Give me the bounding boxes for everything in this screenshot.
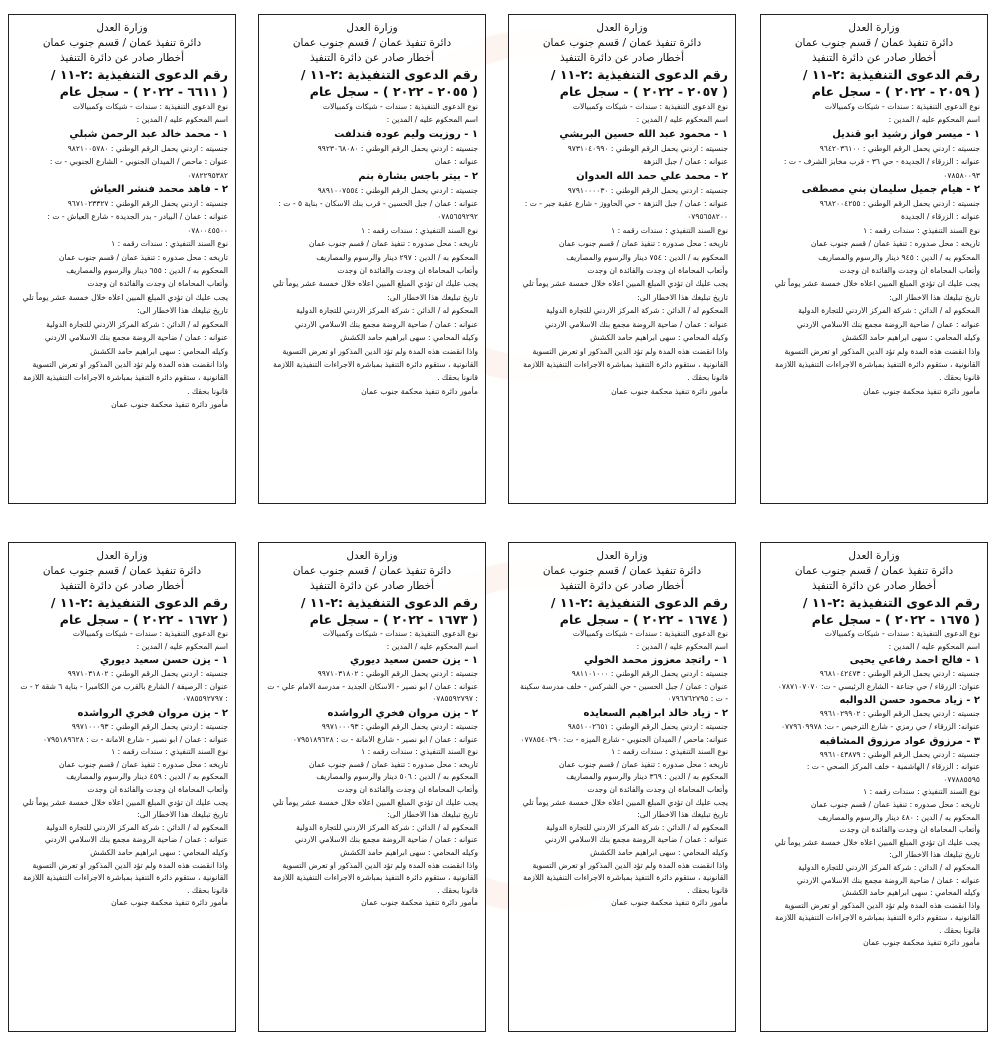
debtor-id [266, 668, 478, 681]
issued-by: أخطار صادر عن دائرة التنفيذ [59, 52, 185, 64]
debtor-id [266, 184, 478, 197]
national-id: ٩٦٤٢٠٣٦١٠٠ [819, 143, 861, 153]
creditor-address: عنوانه : عمان / ضاحية الروضة مجمع بنك الاسلامي الاردني [544, 835, 728, 845]
nationality-label: جنسيته : اردني يحمل الرقم الوطني : [360, 721, 478, 731]
national-id: ٩٧٩١٠٠٠٠٣٠ [567, 185, 609, 195]
debtor-address: عنوان : عمان / جبل الحسين - حي الشركس - خلف مدرسة سكينة - ت : ٠٧٩٦٧٦٢٧٩٥ [520, 681, 728, 704]
fees: وأتعاب المحاماة ان وجدت والفائدة ان وجدت [839, 825, 980, 835]
debtor-id [16, 197, 228, 210]
pay-notice: يجب عليك ان تؤدي المبلغ المبين اعلاه خلال خمسة عشر يوماً تلي تاريخ تبليغك هذا الاخطار الى: [774, 837, 980, 860]
ministry: وزارة العدل [848, 22, 900, 34]
fees: وأتعاب المحاماة ان وجدت والفائدة ان وجدت [337, 784, 478, 794]
pay-notice: يجب عليك ان تؤدي المبلغ المبين اعلاه خلال خمسة عشر يوماً تلي تاريخ تبليغك هذا الاخطار الى: [22, 292, 228, 316]
debtor-address: عنوانه : عمان / البيادر - بدر الجديدة - شارع العياش - ت : ٠٧٨٠٠٤٥٥٠٠ [47, 212, 228, 235]
debtor-id [768, 668, 980, 681]
national-id: ٩٦٧١٠٢٣٣٢٧ [67, 199, 109, 209]
case-number: ( ٢٠٥٩ - ٢٠٢٢ ) - سجل عام [811, 84, 980, 99]
court-issue: تاريخه : محل صدوره : تنفيذ عمان / قسم جنوب عمان [558, 239, 728, 249]
debtor-address: عنوانه : عمان / جبل النزهة [643, 157, 728, 167]
debtor-address: عنوان : ماحص / الميدان الجنوبي - الشارع الجنوبي - ت : ٠٧٨٢٢٩٥٣٨٢ [49, 157, 228, 180]
debt-amount: المحكوم به / الدين : ٤٨٠ دينار والرسوم والمصاريف [818, 812, 980, 822]
signature: مأمور دائرة تنفيذ محكمة جنوب عمان [111, 400, 228, 410]
debtor-id [768, 708, 980, 721]
debtor-id [768, 142, 980, 155]
debtor-name: ٢ - فاهد محمد فنشر العياش [89, 184, 228, 196]
debt-amount: المحكوم به / الدين : ٣٦٩ دينار والرسوم والمصاريف [566, 772, 728, 782]
case-type: نوع الدعوى التنفيذية : سندات - شيكات وكمبيالات [824, 102, 980, 111]
debtor-name: ٢ - زياد محمود حسن الدوالبه [839, 695, 980, 707]
lawyer: وكيله المحامي : سهى ابراهيم حامد الكشش [842, 333, 980, 343]
creditor-address: عنوانه : عمان / ضاحية الروضة مجمع بنك الاسلامي الاردني [294, 319, 478, 329]
instrument: نوع السند التنفيذي : سندات رقمه : ١ [361, 225, 478, 235]
lawyer: وكيله المحامي : سهى ابراهيم حامد الكشش [90, 346, 228, 356]
debtor-address: عنوانه : عمان / ابو نصير - الاسكان الجديد - مدرسة الامام علي - ت : ٠٧٨٥٥٩٢٧٩٧ [267, 681, 478, 704]
creditor-address: عنوانه : عمان / ضاحية الروضة مجمع بنك الاسلامي الاردني [44, 835, 228, 845]
lawyer: وكيله المحامي : سهى ابراهيم حامد الكشش [340, 333, 478, 343]
nationality-label: جنسيته : اردني يحمل الرقم الوطني : [862, 669, 980, 679]
issued-by: أخطار صادر عن دائرة التنفيذ [309, 580, 435, 592]
ministry: وزارة العدل [596, 550, 648, 562]
debtor-header: اسم المحكوم عليه / المدين : [136, 641, 228, 651]
debtor-id [16, 668, 228, 681]
deadline: واذا انقضت هذه المدة ولم تؤد الدين المذكور او تعرض التسوية القانونية ، ستقوم دائرة التنفيذ بمباشرة الاجراءات التنفيذية اللازمة قانونا بحقك . [23, 860, 228, 895]
debtor-name: ١ - محمود عبد الله حسين البريشي [559, 128, 728, 140]
debtor-name: ٣ - مرزوق عواد مرزوق المشاقبه [819, 735, 980, 747]
case-prefix: رقم الدعوى التنفيذية :٢-١١ / [300, 67, 478, 82]
debtor-id [16, 142, 228, 155]
court-issue: تاريخه : محل صدوره : تنفيذ عمان / قسم جنوب عمان [58, 759, 228, 769]
nationality-label: جنسيته : اردني يحمل الرقم الوطني : [862, 709, 980, 719]
department: دائرة تنفيذ عمان / قسم جنوب عمان [42, 37, 202, 49]
creditor: المحكوم له / الدائن : شركة المركز الاردني للتجارة الدولية [546, 822, 728, 832]
debtor-address: عنوانه: الزرقاء / حي رمزي - شارع الترخيص - ت: ٠٧٧٩٦٠٩٩٧٨ [780, 721, 980, 731]
creditor-address: عنوانه : عمان / ضاحية الروضة مجمع بنك الاسلامي الاردني [796, 875, 980, 885]
debtor-name: ٢ - بيتر باجس بشارة بنم [358, 170, 478, 182]
pay-notice: يجب عليك ان تؤدي المبلغ المبين اعلاه خلال خمسة عشر يوماً تلي تاريخ تبليغك هذا الاخطار الى: [522, 279, 728, 302]
nationality-label: جنسيته : اردني يحمل الرقم الوطني : [360, 669, 478, 679]
nationality-label: جنسيته : اردني يحمل الرقم الوطني : [862, 199, 980, 209]
case-prefix: رقم الدعوى التنفيذية :٢-١١ / [802, 595, 980, 610]
nationality-label: جنسيته : اردني يحمل الرقم الوطني : [862, 749, 980, 759]
court-issue: تاريخه : محل صدوره : تنفيذ عمان / قسم جنوب عمان [558, 759, 728, 769]
debtor-id [516, 142, 728, 155]
creditor: المحكوم له / الدائن : شركة المركز الاردني للتجارة الدولية [46, 319, 228, 329]
notice-3 [258, 14, 486, 504]
debtor-header: اسم المحكوم عليه / المدين : [636, 115, 728, 125]
debtor-name: ١ - محمد خالد عبد الرحمن شبلي [69, 128, 228, 140]
debt-amount: المحكوم به / الدين : ٩٤٥ دينار والرسوم والمصاريف [818, 252, 980, 262]
debtor-name: ١ - يزن حسن سعيد ديوري [100, 655, 228, 667]
national-id: ٩٩٦١٠٢٩٩٠٢ [819, 709, 861, 719]
debt-amount: المحكوم به / الدين : ٥٠٦ دينار والرسوم والمصاريف [316, 772, 478, 782]
issued-by: أخطار صادر عن دائرة التنفيذ [559, 580, 685, 592]
debtor-id [768, 197, 980, 210]
debtor-id [16, 721, 228, 734]
deadline: واذا انقضت هذه المدة ولم تؤد الدين المذكور او تعرض التسوية القانونية ، ستقوم دائرة التنفيذ بمباشرة الاجراءات التنفيذية اللازمة قانونا بحقك . [523, 346, 728, 383]
signature: مأمور دائرة تنفيذ محكمة جنوب عمان [611, 898, 728, 908]
ministry: وزارة العدل [596, 22, 648, 34]
issued-by: أخطار صادر عن دائرة التنفيذ [59, 580, 185, 592]
debtor-id [266, 721, 478, 734]
debtor-address: عنوانه: ماحص / الميدان الجنوبي - شارع الميزه - ت: ٠٧٧٨٥٤٠٢٩٠ [520, 734, 728, 744]
debtor-name: ٢ - زياد خالد ابراهيم السعايده [583, 707, 728, 719]
deadline: واذا انقضت هذه المدة ولم تؤد الدين المذكور او تعرض التسوية القانونية ، ستقوم دائرة التنفيذ بمباشرة الاجراءات التنفيذية اللازمة قانونا بحقك . [273, 346, 478, 383]
debt-amount: المحكوم به / الدين : ٧٥٤ دينار والرسوم والمصاريف [566, 252, 728, 262]
notice-4 [8, 14, 236, 504]
national-id: ٩٧٣١٠٤٠٩٩٠ [567, 143, 609, 153]
case-type: نوع الدعوى التنفيذية : سندات - شيكات وكمبيالات [72, 629, 228, 638]
lawyer: وكيله المحامي : سهى ابراهيم حامد الكشش [590, 847, 728, 857]
ministry: وزارة العدل [96, 550, 148, 562]
national-id: ٩٦٨١٠٤٢٤٧٣ [819, 669, 861, 679]
signature: مأمور دائرة تنفيذ محكمة جنوب عمان [111, 898, 228, 908]
deadline: واذا انقضت هذه المدة ولم تؤد الدين المذكور او تعرض التسوية القانونية ، ستقوم دائرة التنفيذ بمباشرة الاجراءات التنفيذية اللازمة قانونا بحقك . [523, 860, 728, 895]
case-number: ( ١٦٧٢ - ٢٠٢٢ ) - سجل عام [59, 612, 228, 627]
case-type: نوع الدعوى التنفيذية : سندات - شيكات وكمبيالات [72, 102, 228, 111]
debtor-address: عنوان: الزرقاء / حي جناعة - الشارع الرئيسي - ت: ٠٧٨٧١٠٧٠٧٠ [777, 681, 980, 691]
debtor-header: اسم المحكوم عليه / المدين : [386, 115, 478, 125]
deadline: واذا انقضت هذه المدة ولم تؤد الدين المذكور او تعرض التسوية القانونية ، ستقوم دائرة التنفيذ بمباشرة الاجراءات التنفيذية اللازمة قانونا بحقك . [775, 346, 980, 383]
creditor: المحكوم له / الدائن : شركة المركز الاردني للتجارة الدولية [798, 306, 980, 316]
national-id: ٩٩٦١٠٤٣٨٧٩ [819, 749, 861, 759]
case-prefix: رقم الدعوى التنفيذية :٢-١١ / [550, 67, 728, 82]
nationality-label: جنسيته : اردني يحمل الرقم الوطني : [610, 721, 728, 731]
issued-by: أخطار صادر عن دائرة التنفيذ [559, 52, 685, 64]
case-prefix: رقم الدعوى التنفيذية :٢-١١ / [550, 595, 728, 610]
debtor-address: عنوانه : عمان / جبل الحسين - قرب بنك الاسكان - بناية ٥ - ت : ٠٧٨٥٦٥٩٢٩٢ [278, 199, 478, 222]
debtor-header: اسم المحكوم عليه / المدين : [136, 115, 228, 125]
instrument: نوع السند التنفيذي : سندات رقمه : ١ [863, 225, 980, 235]
ministry: وزارة العدل [346, 22, 398, 34]
national-id: ٩٨١١٠١٠٠٠ [571, 669, 609, 679]
debtor-name: ٢ - يزن مروان فخري الرواشده [77, 707, 228, 719]
department: دائرة تنفيذ عمان / قسم جنوب عمان [292, 37, 452, 49]
case-number: ( ١٦٧٥ - ٢٠٢٢ ) - سجل عام [811, 612, 980, 627]
debtor-name: ١ - روزيت وليم عوده قندلفت [334, 128, 478, 140]
creditor: المحكوم له / الدائن : شركة المركز الاردني للتجارة الدولية [46, 822, 228, 832]
national-id: ٩٩٢٣٠٦٨٠٨٠ [317, 143, 359, 153]
case-prefix: رقم الدعوى التنفيذية :٢-١١ / [50, 67, 228, 82]
debtor-id [516, 668, 728, 681]
signature: مأمور دائرة تنفيذ محكمة جنوب عمان [611, 386, 728, 396]
debtor-address: عنوان : الرصيفة / الشارع بالقرب من الكامبرا - بناية ٦ شقة ٢ - ت : ٠٧٨٥٥٩٢٧٩٧ [20, 681, 228, 704]
ministry: وزارة العدل [96, 22, 148, 34]
debtor-address: عنوانه : عمان / ابو نصير - شارع الامانة - ت : ٠٧٩٥١٨٩٦٢٨ [42, 734, 228, 744]
nationality-label: جنسيته : اردني يحمل الرقم الوطني : [862, 143, 980, 153]
instrument: نوع السند التنفيذي : سندات رقمه : ١ [111, 239, 228, 249]
case-type: نوع الدعوى التنفيذية : سندات - شيكات وكمبيالات [572, 629, 728, 638]
court-issue: تاريخه : محل صدوره : تنفيذ عمان / قسم جنوب عمان [58, 252, 228, 262]
lawyer: وكيله المحامي : سهى ابراهيم حامد الكشش [590, 333, 728, 343]
case-type: نوع الدعوى التنفيذية : سندات - شيكات وكمبيالات [572, 102, 728, 111]
national-id: ٩٨٩١٠٠٧٥٥٤ [317, 185, 359, 195]
court-issue: تاريخه : محل صدوره : تنفيذ عمان / قسم جنوب عمان [810, 799, 980, 809]
debtor-header: اسم المحكوم عليه / المدين : [386, 641, 478, 651]
case-type: نوع الدعوى التنفيذية : سندات - شيكات وكمبيالات [322, 629, 478, 638]
debtor-header: اسم المحكوم عليه / المدين : [888, 641, 980, 651]
notice-2 [508, 14, 736, 504]
lawyer: وكيله المحامي : سهى ابراهيم حامد الكشش [340, 847, 478, 857]
debtor-address: عنوانه : عمان / ابو نصير - شارع الامانة - ت : ٠٧٩٥١٨٩٦٢٨ [292, 734, 478, 744]
debtor-header: اسم المحكوم عليه / المدين : [636, 641, 728, 651]
debtor-id [516, 184, 728, 197]
creditor-address: عنوانه : عمان / ضاحية الروضة مجمع بنك الاسلامي الاردني [544, 319, 728, 329]
debtor-id [516, 721, 728, 734]
debtor-address: عنوانه : الزرقاء / الهاشمية - خلف المركز الصحي - ت : ٠٧٧٨٨٥٥٩٥ [806, 762, 980, 784]
fees: وأتعاب المحاماة ان وجدت والفائدة ان وجدت [839, 266, 980, 276]
deadline: واذا انقضت هذه المدة ولم تؤد الدين المذكور او تعرض التسوية القانونية ، ستقوم دائرة التنفيذ بمباشرة الاجراءات التنفيذية اللازمة قانونا بحقك . [23, 359, 228, 396]
lawyer: وكيله المحامي : سهى ابراهيم حامد الكشش [842, 888, 980, 898]
nationality-label: جنسيته : اردني يحمل الرقم الوطني : [360, 185, 478, 195]
case-number: ( ٢٠٥٥ - ٢٠٢٢ ) - سجل عام [309, 84, 478, 99]
national-id: ٩٩٧١٠٠٠٩٣ [71, 721, 109, 731]
signature: مأمور دائرة تنفيذ محكمة جنوب عمان [863, 938, 980, 948]
case-type: نوع الدعوى التنفيذية : سندات - شيكات وكمبيالات [824, 629, 980, 638]
issued-by: أخطار صادر عن دائرة التنفيذ [309, 52, 435, 64]
court-issue: تاريخه : محل صدوره : تنفيذ عمان / قسم جنوب عمان [810, 239, 980, 249]
pay-notice: يجب عليك ان تؤدي المبلغ المبين اعلاه خلال خمسة عشر يوماً تلي تاريخ تبليغك هذا الاخطار الى: [774, 279, 980, 302]
debtor-name: ٢ - محمد علي حمد الله العدوان [576, 170, 728, 182]
signature: مأمور دائرة تنفيذ محكمة جنوب عمان [361, 898, 478, 908]
nationality-label: جنسيته : اردني يحمل الرقم الوطني : [610, 143, 728, 153]
instrument: نوع السند التنفيذي : سندات رقمه : ١ [863, 787, 980, 797]
debtor-id [768, 749, 980, 762]
nationality-label: جنسيته : اردني يحمل الرقم الوطني : [110, 721, 228, 731]
case-prefix: رقم الدعوى التنفيذية :٢-١١ / [802, 67, 980, 82]
creditor-address: عنوانه : عمان / ضاحية الروضة مجمع بنك الاسلامي الاردني [44, 333, 228, 343]
fees: وأتعاب المحاماة ان وجدت والفائدة ان وجدت [87, 279, 228, 289]
debtor-name: ١ - يزن حسن سعيد ديوري [350, 655, 478, 667]
ministry: وزارة العدل [346, 550, 398, 562]
court-issue: تاريخه : محل صدوره : تنفيذ عمان / قسم جنوب عمان [308, 239, 478, 249]
creditor: المحكوم له / الدائن : شركة المركز الاردني للتجارة الدولية [296, 306, 478, 316]
nationality-label: جنسيته : اردني يحمل الرقم الوطني : [610, 185, 728, 195]
nationality-label: جنسيته : اردني يحمل الرقم الوطني : [110, 199, 228, 209]
notice-6 [508, 542, 736, 1032]
court-issue: تاريخه : محل صدوره : تنفيذ عمان / قسم جنوب عمان [308, 759, 478, 769]
debtor-name: ١ - فالح احمد رفاعي يحيى [849, 655, 980, 667]
debtor-address: عنوانه : الزرقاء / الجديدة - حي ٣٦ - قرب مخابز الشرف - ت : ٠٧٨٥٨٠٠٩٣ [783, 157, 980, 180]
creditor: المحكوم له / الدائن : شركة المركز الاردني للتجارة الدولية [546, 306, 728, 316]
debt-amount: المحكوم به / الدين : ٢٩٧ دينار والرسوم والمصاريف [316, 252, 478, 262]
notice-8 [8, 542, 236, 1032]
case-number: ( ١٦٧٣ - ٢٠٢٢ ) - سجل عام [309, 612, 478, 627]
national-id: ٩٨٢١٠٠٥٧٨٠ [67, 143, 109, 153]
creditor: المحكوم له / الدائن : شركة المركز الاردني للتجارة الدولية [798, 862, 980, 872]
pay-notice: يجب عليك ان تؤدي المبلغ المبين اعلاه خلال خمسة عشر يوماً تلي تاريخ تبليغك هذا الاخطار الى: [272, 279, 478, 302]
instrument: نوع السند التنفيذي : سندات رقمه : ١ [111, 747, 228, 757]
case-type: نوع الدعوى التنفيذية : سندات - شيكات وكمبيالات [322, 102, 478, 111]
nationality-label: جنسيته : اردني يحمل الرقم الوطني : [110, 669, 228, 679]
pay-notice: يجب عليك ان تؤدي المبلغ المبين اعلاه خلال خمسة عشر يوماً تلي تاريخ تبليغك هذا الاخطار الى: [522, 797, 728, 820]
creditor: المحكوم له / الدائن : شركة المركز الاردني للتجارة الدولية [296, 822, 478, 832]
issued-by: أخطار صادر عن دائرة التنفيذ [811, 52, 937, 64]
notice-5 [760, 542, 988, 1032]
national-id: ٩٦٨٢٠٠٤٢٥٥ [819, 199, 861, 209]
nationality-label: جنسيته : اردني يحمل الرقم الوطني : [110, 143, 228, 153]
fees: وأتعاب المحاماة ان وجدت والفائدة ان وجدت [87, 784, 228, 794]
debtor-address: عنوانه : عمان [434, 157, 478, 167]
debtor-name: ٢ - يزن مروان فخري الرواشده [327, 707, 478, 719]
issued-by: أخطار صادر عن دائرة التنفيذ [811, 580, 937, 592]
department: دائرة تنفيذ عمان / قسم جنوب عمان [42, 565, 202, 577]
case-prefix: رقم الدعوى التنفيذية :٢-١١ / [50, 595, 228, 610]
national-id: ٩٩٧١٠٠٠٩٣ [321, 721, 359, 731]
department: دائرة تنفيذ عمان / قسم جنوب عمان [542, 565, 702, 577]
department: دائرة تنفيذ عمان / قسم جنوب عمان [542, 37, 702, 49]
department: دائرة تنفيذ عمان / قسم جنوب عمان [794, 565, 954, 577]
nationality-label: جنسيته : اردني يحمل الرقم الوطني : [360, 143, 478, 153]
instrument: نوع السند التنفيذي : سندات رقمه : ١ [611, 225, 728, 235]
national-id: ٩٩٧١٠٣١٨٠٢ [317, 669, 359, 679]
notice-7 [258, 542, 486, 1032]
case-number: ( ٦٦١١ - ٢٠٢٢ ) - سجل عام [59, 84, 228, 99]
nationality-label: جنسيته : اردني يحمل الرقم الوطني : [610, 669, 728, 679]
creditor-address: عنوانه : عمان / ضاحية الروضة مجمع بنك الاسلامي الاردني [796, 319, 980, 329]
fees: وأتعاب المحاماة ان وجدت والفائدة ان وجدت [337, 266, 478, 276]
fees: وأتعاب المحاماة ان وجدت والفائدة ان وجدت [587, 266, 728, 276]
creditor-address: عنوانه : عمان / ضاحية الروضة مجمع بنك الاسلامي الاردني [294, 835, 478, 845]
debt-amount: المحكوم به / الدين : ٤٥٩ دينار والرسوم والمصاريف [66, 772, 228, 782]
case-prefix: رقم الدعوى التنفيذية :٢-١١ / [300, 595, 478, 610]
pay-notice: يجب عليك ان تؤدي المبلغ المبين اعلاه خلال خمسة عشر يوماً تلي تاريخ تبليغك هذا الاخطار الى: [272, 797, 478, 820]
deadline: واذا انقضت هذه المدة ولم تؤد الدين المذكور او تعرض التسوية القانونية ، ستقوم دائرة التنفيذ بمباشرة الاجراءات التنفيذية اللازمة قانونا بحقك . [775, 900, 980, 935]
case-number: ( ١٦٧٤ - ٢٠٢٢ ) - سجل عام [559, 612, 728, 627]
pay-notice: يجب عليك ان تؤدي المبلغ المبين اعلاه خلال خمسة عشر يوماً تلي تاريخ تبليغك هذا الاخطار الى: [22, 797, 228, 820]
debt-amount: المحكوم به / الدين : ٦٥٥ دينار والرسوم والمصاريف [66, 266, 228, 276]
national-id: ٩٩٧١٠٣١٨٠٢ [67, 669, 109, 679]
notice-1 [760, 14, 988, 504]
debtor-name: ١ - راتجد معزوز محمد الخولي [583, 655, 728, 667]
debtor-address: عنوانه : عمان / جبل النزهة - حي الحاووز - شارع عقبة جبر - ت : ٠٧٩٥٦٥٨٢٠٠ [524, 199, 728, 222]
instrument: نوع السند التنفيذي : سندات رقمه : ١ [361, 747, 478, 757]
signature: مأمور دائرة تنفيذ محكمة جنوب عمان [863, 386, 980, 396]
department: دائرة تنفيذ عمان / قسم جنوب عمان [794, 37, 954, 49]
signature: مأمور دائرة تنفيذ محكمة جنوب عمان [361, 386, 478, 396]
department: دائرة تنفيذ عمان / قسم جنوب عمان [292, 565, 452, 577]
case-number: ( ٢٠٥٧ - ٢٠٢٢ ) - سجل عام [559, 84, 728, 99]
debtor-name: ٢ - هيام جميل سليمان بني مصطفى [801, 184, 980, 196]
instrument: نوع السند التنفيذي : سندات رقمه : ١ [611, 747, 728, 757]
lawyer: وكيله المحامي : سهى ابراهيم حامد الكشش [90, 847, 228, 857]
fees: وأتعاب المحاماة ان وجدت والفائدة ان وجدت [587, 784, 728, 794]
debtor-header: اسم المحكوم عليه / المدين : [888, 115, 980, 125]
debtor-address: عنوانه : الزرقاء / الجديدة [901, 212, 980, 222]
debtor-id [266, 142, 478, 155]
debtor-name: ١ - ميسر فواز رشيد ابو قنديل [832, 128, 980, 140]
national-id: ٩٨٥١٠٠٢٦٥١ [567, 721, 609, 731]
ministry: وزارة العدل [848, 550, 900, 562]
deadline: واذا انقضت هذه المدة ولم تؤد الدين المذكور او تعرض التسوية القانونية ، ستقوم دائرة التنفيذ بمباشرة الاجراءات التنفيذية اللازمة قانونا بحقك . [273, 860, 478, 895]
